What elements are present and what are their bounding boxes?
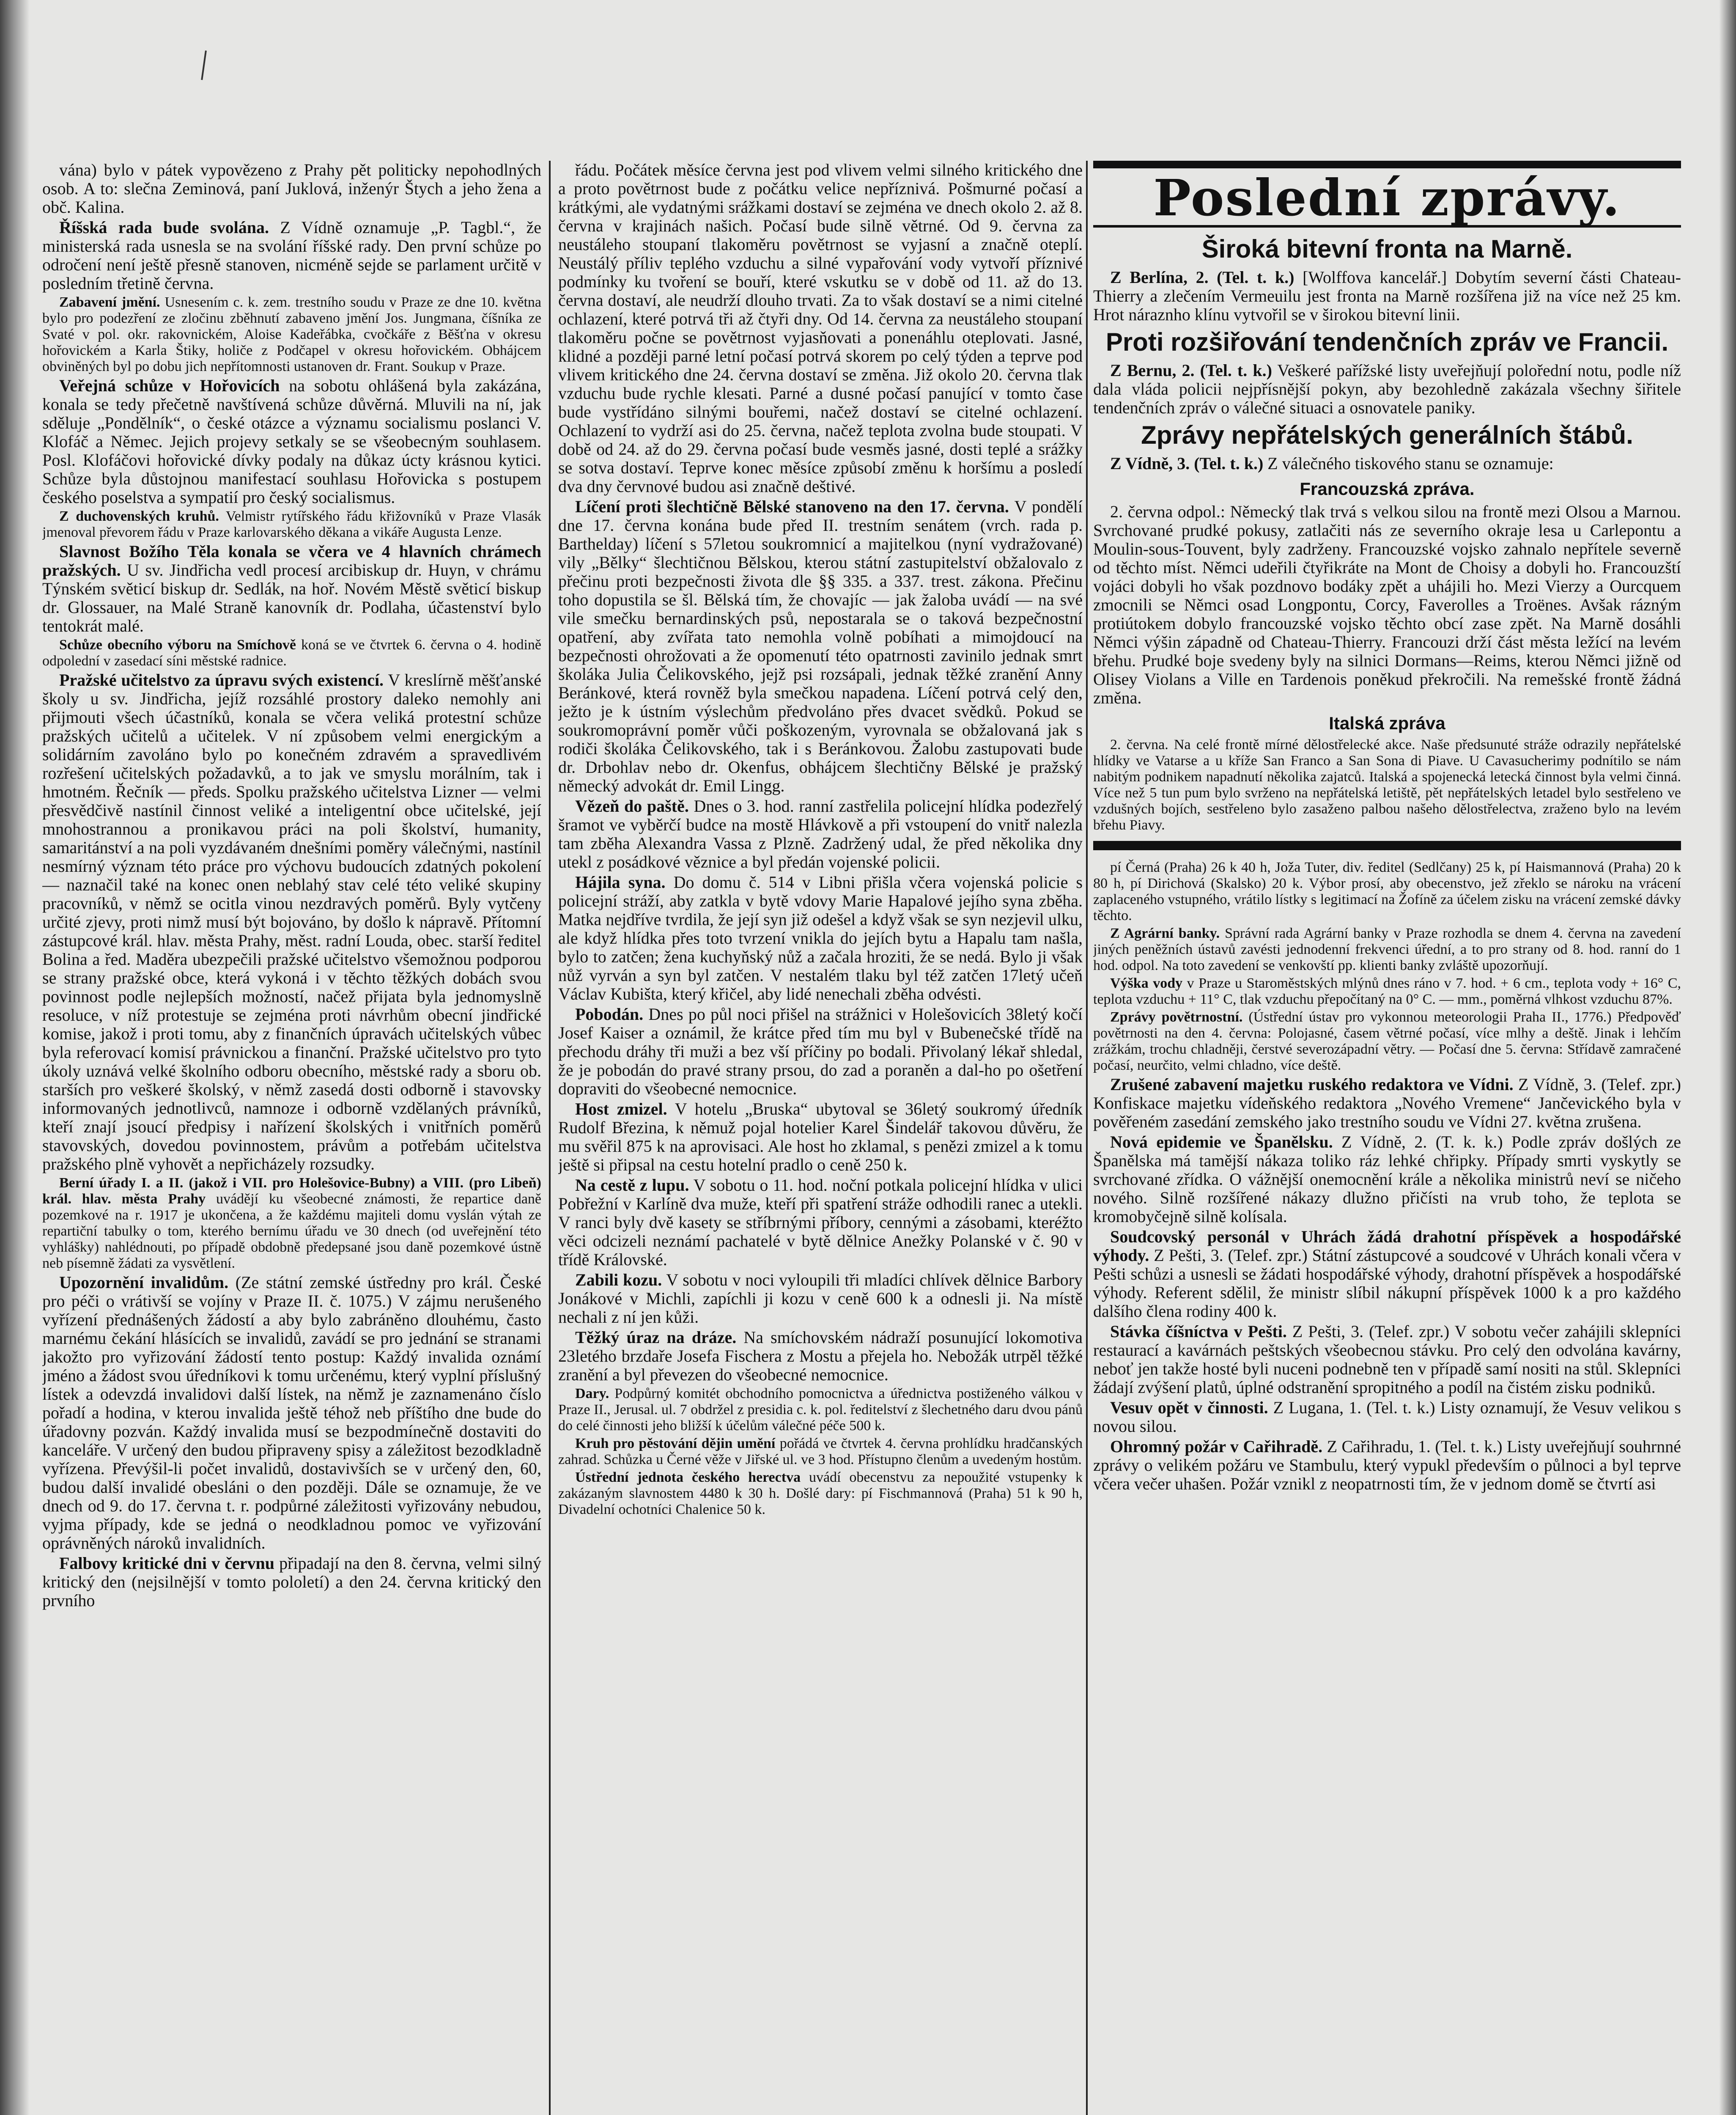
article-paragraph: pí Černá (Praha) 26 k 40 h, Joža Tuter, div. ředitel (Sedlčany) 25 k, pí Haismannová (Praha) 20 k 80 h, pí Dirichová (Skalsko) 20 k. Výbor prosí, aby obecenstvo, jež zřeklo se nároku na vrácení zaplaceného vstupného, vrátilo lístky s legitimací na Žofíně za účelem zisku na vrácení zemské dávky těchto. <box>1093 860 1681 923</box>
article-lead: Vesuv opět v činnosti. <box>1110 1398 1268 1417</box>
article-lead: Vězeň do paště. <box>575 797 689 816</box>
article-paragraph <box>42 508 541 541</box>
article-text: V sobotu o 11. hod. noční potkala policejní hlídka v ulici Pobřežní v Karlíně dva muže, kteří při spatření stráže odhodili ranec a utekli. V ranci byly dvě kasety se stříbrnými příbory, cennými a zásobami, kteréžto věci odcizeli neznámí pachatelé v bytě dělnice Anežky Polanské v č. 90 v třídě Královské. <box>558 1176 1083 1269</box>
article-text: V sobotu v noci vyloupili tři mladíci chlívek dělnice Barbory Jonákové v Michli, zapíchli ji kozu v ceně 600 k a odnesli ji. Na místě nechali z ní jen kůži. <box>558 1270 1083 1327</box>
article-lead: Kruh pro pěstování dějin umění <box>575 1436 776 1451</box>
page-edge-shadow-left <box>0 0 30 2115</box>
article-text: Z Vídně, 3. (Telef. zpr.) Konfiskace majetku vídeňského redaktora „Nového Vremene“ Jančevického byla v pověřeném zasedání zemského jako trestního soudu ve Vídni 27. května zrušena. <box>1093 1075 1681 1131</box>
article-lead: Slavnost Božího Těla konala se včera ve 4 hlavních chrámech pražských. <box>42 542 541 580</box>
article-paragraph <box>1093 926 1681 974</box>
article-text: Dnes o 3. hod. ranní zastřelila policejní hlídka podezřelý šramot ve vyběrčí budce na mostě Hlávkově a při vstoupení do vnitř nalezla tam zběha Alexandra Vassa z Plzně. Zadržený udal, že před několika dny utekl z posádkové věznice a byl předán vojenské policii. <box>558 797 1083 871</box>
article-text: Z Lugana, 1. (Tel. t. k.) Listy oznamují, že Vesuv velikou s novou silou. <box>1093 1398 1681 1436</box>
article-lead: Falbovy kritické dni v červnu <box>59 1554 274 1573</box>
article-text: U sv. Jindřicha vedl procesí arcibiskup dr. Huyn, v chrámu Týnském světicí biskup dr. Sedlák, na hoř. Novém Městě světicí biskup dr. Glossauer, na Malé Straně kanovník dr. Podlaha, účastenství bylo tentokrát malé. <box>42 560 541 635</box>
news-headline: Široká bitevní fronta na Marně. <box>1201 235 1573 263</box>
article-lead: Zabili kozu. <box>575 1270 662 1289</box>
article-lead: Ústřední jednota českého herectva <box>575 1470 801 1485</box>
article-paragraph <box>558 497 1083 795</box>
article-paragraph <box>42 1554 541 1610</box>
article-text: Na smíchovském nádraží posunující lokomotiva 23letého brzdaře Josefa Fischera z Mostu a přejela ho. Nebožák utrpěl těžké zranění a byl převezen do všeobecné nemocnice. <box>558 1328 1083 1384</box>
column-rule <box>1086 161 1088 2115</box>
article-text: Podpůrný komitét obchodního pomocnictva a úřednictva postiženého válkou v Praze II., Jerusal. ul. 7 obdržel z presidia c. k. pol. ředitelství z šlechetného daru dvou pánů do celé činnosti jeho bližší k účelům válečné péče 500 k. <box>558 1386 1083 1434</box>
article-lead: Upozornění invalidům. <box>59 1273 229 1292</box>
column-1 <box>42 161 541 2115</box>
article-paragraph <box>558 1271 1083 1327</box>
article-text: Z Vídně, 2. (T. k. k.) Podle zpráv došlých ze Španělska má tamější nákaza toliko ráz lehké chřipky. Případy smrti vyskytly se svrchované zřídka. O vážnější onemocnění krále a několika ministrů neví se ničeho nového. Silně rozšířené nákazy dlužno přičísti na vrub toho, že teplota se kromobyčejně silně kolísala. <box>1093 1132 1681 1226</box>
section-title: Poslední zprávy. <box>1153 168 1621 227</box>
article-paragraph <box>558 1436 1083 1468</box>
article-paragraph <box>42 294 541 375</box>
article-text: na sobotu ohlášená byla zakázána, konala se tedy přečetně navštívená schůze důvěrná. Mluvili na ní, jak sděluje „Pondělník“, o české otázce a významu socialismu poslanci V. Klofáč a Němec. Jejich projevy setkaly se se všeobecným souhlasem. Posl. Klofáčovi hořovické dívky podaly na důkaz úcty krásnou kytici. Schůze byla důstojnou manifestací souhlasu Hořovicka s postupem českého poselstva a sympatií pro český socialismus. <box>42 376 541 507</box>
article-lead: Těžký úraz na dráze. <box>575 1328 737 1347</box>
article-text: koná se ve čtvrtek 6. června o 4. hodině odpolední v zasedací síni městské radnice. <box>42 637 541 669</box>
article-lead: Na cestě z lupu. <box>575 1176 689 1195</box>
section-divider <box>1093 841 1681 850</box>
article-paragraph <box>1093 1437 1681 1493</box>
article-lead: Líčení proti šlechtičně Bělské stanoveno na den 17. června. <box>575 497 1009 516</box>
article-paragraph <box>42 218 541 293</box>
article-lead: Pobodán. <box>575 1005 644 1024</box>
article-paragraph <box>558 1386 1083 1434</box>
article-lead: Stávka číšníctva v Pešti. <box>1110 1322 1287 1341</box>
article-paragraph: 2. června. Na celé frontě mírné dělostřelecké akce. Naše předsunuté stráže odrazily nepřátelské hlídky ve Vatarse a u kříže San Franco a San Sona di Piave. U Cavasucherimy podnítilo se nám nabitým podnikem napadnutí několika zajatců. Italská a spojenecká letecká činnost byla velmi činná. Více než 5 tun pum bylo svrženo na nepřátelská letiště, pět nepřátelských letadel bylo sestřeleno ve vzdušných bojích, sestřeleno bylo zasaženo palbou našeho dělostřelectva, zraženo bylo na levém břehu Piavy. <box>1093 737 1681 833</box>
article-text: V hotelu „Bruska“ ubytoval se 36letý soukromý úředník Rudolf Březina, k němuž pojal hotelier Karel Šindelář takovou důvěru, že mu svěřil 875 k na aprovisaci. Ale host ho zklamal, s penězi zmizel a k tomu ještě si připsal na cestu hotelní pradlo o ceně 250 k. <box>558 1099 1083 1174</box>
article-paragraph <box>1093 454 1681 473</box>
section-subhead: Italská zpráva <box>1329 713 1445 733</box>
article-text: uvádí obecenstvu za nepoužité vstupenky k zakázaným slavnostem 4480 k 30 h. Došlé dary: pí Fischmannová (Praha) 51 k 90 h, Divadelní ochotníci Chalenice 50 k. <box>558 1470 1083 1517</box>
article-text: V kreslírně měšťanské školy u sv. Jindřicha, jejíž rozsáhlé prostory daleko nemohly ani přijmouti všech účastníků, konala se včera veliká protestní schůze pražských učitelů a učitelek. V ní způsobem velmi energickým a solidárním zavoláno bylo po konečném zdravém a spravedlivém rozřešení učitelských požadavků, a to jak ve smyslu morálním, tak i hmotném. Řečník — předs. Spolku pražského učitelstva Lizner — velmi přesvědčivě nastínil činnost veliké a inteligentní obce učitelské, její mnohostrannou a pronikavou práci na poli školství, humanity, samaritánství a na poli vyzdávaném dnešními poměry válečnými, nastínil nesmírný význam této práce pro výchovu budoucích zdatných pokolení — naznačil také na konec onen neblahý stav celé této veliké skupiny pracovníků, v němž se ocitla vinou nezdravých poměrů. Byly vytčeny určité zjevy, proti nimž musí být bojováno, by došlo k nápravě. Přítomní zástupcové král. hlav. města Prahy, měst. radní Louda, obec. starší ředitel Bolina a řed. Maděra ubezpečili pražské učitelstvo všemožnou podporou se strany pražské obce, která vykoná i v těchto těžkých dobách svou povinnost podle nejlepších možností, načež přijata byla jednomyslně resoluce, v níž protestuje se zejména proti návrhům obecní jindřické komise, jakož i proti tomu, aby z finančních úpravách učitelských vůbec byla referovací komisí právnickou a finanční. Pražské učitelstvo pro tyto úkoly uznává velké školního odboru obecního, městské rady a sboru ob. starších pro veškeré školský, v němž zasedá dosti odborně i stavovsky informovaných jednotlivců, namnoze i odborně vzdělaných právníků, kteří znají jsoucí předpisy i nařízení školských i vnitřních poměrů stavovských, dovedou povinnostem, právům a potřebám učitelstva pražského plně vyhovět a nepřicházely rozsudky. <box>42 670 541 1173</box>
article-text: v Praze u Staroměstských mlýnů dnes ráno v 7. hod. + 6 cm., teplota vody + 16° C, teplota vzduchu + 11° C, tlak vzduchu přepočítaný na 0° C. — mm., poměrná vlhkost vzduchu 87%. <box>1093 975 1681 1007</box>
article-lead: Berní úřady I. a II. (jakož i VII. pro Holešovice-Bubny) a VIII. (pro Libeň) král. hlav. města Prahy <box>42 1175 541 1207</box>
article-text: Velmistr rytířského řádu křižovníků v Praze Vlasák jmenoval převorem řádu v Praze karlovarského děkana a vikáře Augusta Lenze. <box>42 508 541 540</box>
article-lead: Schůze obecního výboru na Smíchově <box>59 637 296 653</box>
column-rule <box>549 161 551 2115</box>
news-headline: Proti rozšiřování tendenčních zpráv ve Francii. <box>1105 328 1669 356</box>
article-lead: Z duchovenských kruhů. <box>59 508 219 524</box>
article-lead: Z Berlína, 2. (Tel. t. k.) <box>1110 268 1294 287</box>
article-paragraph <box>42 1273 541 1552</box>
article-text: Z Cařihradu, 1. (Tel. t. k.) Listy uveřejňují souhrnné zprávy o velikém požáru ve Stambulu, který vypukl především o půlnoci a byl teprve včera večer uhašen. Požár vznikl z neopatrnosti tím, že v jednom domě se čtvrtí asi <box>1093 1437 1681 1493</box>
article-paragraph <box>558 1005 1083 1098</box>
column-2 <box>558 161 1083 2115</box>
article-text: Dnes po půl noci přišel na strážnici v Holešovicích 38letý kočí Josef Kaiser a oznámil, že krátce před tím mu byl v Bubenečské třídě na přechodu dráhy tři muži a bez vší příčiny po bodali. Přivolaný lékař shledal, že je pobodán do pravé strany prsou, do zad a poraněn a dal-ho po ošetření dopraviti do všeobecné nemocnice. <box>558 1005 1083 1098</box>
article-paragraph <box>1093 268 1681 324</box>
article-lead: Soudcovský personál v Uhrách žádá drahotní příspěvek a hospodářské výhody. <box>1093 1227 1681 1265</box>
article-text: [Wolffova kancelář.] Dobytím severní části Chateau-Thierry a zlečením Vermeuilu jest fronta na Marně rozšířena již na více než 25 km. Hrot náraznho klínu vytvořil se v širokou bitevní linii. <box>1093 268 1681 324</box>
article-text: Z Pešti, 3. (Telef. zpr.) V sobotu večer zahájili sklepníci restaurací a kavárnách peštských všeobecnou stávku. Pro celý den odvolána kavárny, neboť jen takže hosté byli nuceni podnebně ten v případě samí nositi na stůl. Sklepníci žádají zvýšení platů, úplné odstranění spropitného a podíl na čistém zisku podniků. <box>1093 1322 1681 1397</box>
article-paragraph <box>1093 1075 1681 1131</box>
article-text: Správní rada Agrární banky v Praze rozhodla se dnem 4. června na zavedení jiných peněžních ústavů zavésti jednodenní frekvenci úřední, a to pro strany od 8. hod. ranní do 1 hod. odpol. Na toto zavedení se venkovští pp. klienti banky zvláště upozorňují. <box>1093 926 1681 973</box>
article-lead: Nová epidemie ve Španělsku. <box>1110 1132 1333 1151</box>
news-headline: Zprávy nepřátelských generálních štábů. <box>1141 421 1633 449</box>
article-lead: Ohromný požár v Cařihradě. <box>1110 1437 1323 1456</box>
article-text: Z Pešti, 3. (Telef. zpr.) Státní zástupcové a soudcové v Uhrách konali včera v Pešti schůzi a usnesli se žádati hospodářské výhody, drahotní příspěvek a hospodářské výhody. Referent sdělil, že ministr slíbil nákupní příspěvek 1000 k a pro každého dalšího člena rodiny 400 k. <box>1093 1246 1681 1321</box>
article-paragraph <box>1093 1322 1681 1397</box>
article-text: Usnesením c. k. zem. trestního soudu v Praze ze dne 10. května bylo pro podezření ze zločinu zběhnutí zabaveno jmění Jos. Jungmana, číšníka ze Svaté v pol. okr. rakovnickém, Aloise Kadeřábka, cvočkáře z Běšťna v okresu hořovickém a Karla Štiky, holiče z Podčapel v okresu hořovickém. Obhájcem obviněných byl po dobu jich nepřítomnosti ustanoven dr. Frant. Soukup v Praze. <box>42 294 541 374</box>
article-paragraph <box>42 671 541 1173</box>
article-text: připadají na den 8. června, velmi silný kritický den (nejsilnější v tomto pololetí) a den 24. června kritický den prvního <box>42 1554 541 1610</box>
article-text: (Ústřední ústav pro vykonnou meteorologii Praha II., 1776.) Předpověď povětrnosti na den 4. června: Polojasné, časem větrné počasí, více mlhy a deště. Jinak i lehčím zrážkám, trochu chladněji, čerstvé severozápadní větry. — Počasí dne 5. června: Střídavě zamračené počasí, neurčito, velmi chladno, více deště. <box>1093 1009 1681 1073</box>
article-paragraph: 2. června odpol.: Německý tlak trvá s velkou silou na frontě mezi Olsou a Marnou. Svrchované prudké pokusy, zatlačiti nás ze severního okraje lesa u Carlepontu a Moulin-sous-Touvent, byly zadrženy. Francouzské vojsko zahnalo nepřítele severně od těchto míst. Němci udeřili čtyřikráte na Mont de Choisy a dobyli ho. Francouzští vojáci dobyli ho však pozdnovo bodáky zpět a uhájili ho. Mezi Vierzy a Ourcquem zmocnili se Němci osad Longpontu, Corcy, Faverolles a Troënes. Avšak rázným protiútokem dobylo francouzské vojsko těchto obcí zase zpět. Na Marně dosáhli Němci výšin západně od Chateau-Thierry. Francouzi drží část města ležící na levém břehu. Prudké boje svedeny byly na silnici Dormans—Reims, kterou Němci jižně od Olisey Violans a Ville en Tardenois poněkud překročili. Na remešské frontě žádná změna. <box>1093 502 1681 707</box>
article-text: Z Vídně oznamuje „P. Tagbl.“, že ministerská rada usnesla se na svolání říšské rady. Den první schůze po odročení není ještě přesně stanoven, nicméně sejde se parlament určitě v posledním třetině června. <box>42 218 541 293</box>
article-paragraph <box>1093 1398 1681 1436</box>
article-lead: Výška vody <box>1110 975 1183 991</box>
section-banner <box>1093 161 1681 228</box>
article-lead: Z Agrární banky. <box>1110 926 1220 941</box>
article-lead: Říšská rada bude svolána. <box>59 218 269 237</box>
article-text: pořádá ve čtvrtek 4. června prohlídku hradčanských zahrad. Schůzka u Černé věže v Jiřské ul. ve 3 hod. Přístupno členům a uvedeným hostům. <box>558 1436 1083 1467</box>
article-lead: Hájila syna. <box>575 873 666 892</box>
article-lead: Zabavení jmění. <box>59 294 160 310</box>
article-text: Z válečného tiskového stanu se oznamuje: <box>1267 454 1554 473</box>
article-paragraph <box>1093 361 1681 417</box>
article-paragraph <box>42 376 541 507</box>
article-paragraph <box>1093 1228 1681 1321</box>
article-lead: Z Bernu, 2. (Tel. t. k.) <box>1110 361 1272 380</box>
article-paragraph <box>558 1176 1083 1269</box>
column-3 <box>1093 161 1681 2115</box>
article-text: (Ze státní zemské ústředny pro král. České pro péči o vrátivší se vojíny v Praze II. č. 1075.) V zájmu nerušeného vyřízení přednášených žádostí a aby bylo zabráněno dlouhému, často marnému čekání hlásících se invalidů, zavádí se pro jednání se stranami jakožto pro vyřizování žádostí tento postup: Každý invalida oznámí jméno a žádost svou úředníkovi k tomu určenému, který vyplní příslušný lístek a odevzdá invalidovi další lístek, na němž je zaznamenáno číslo pořadí a hodina, v kterou invalida ještě téhož neb příštího dne bude do úřadovny pozván. Každý invalida musí se bezpodmínečně dostaviti do kanceláře. V určený den budou připraveny spisy a záležitost bezodkladně vyřízena. Převýšil-li počet invalidů, dostavivších se v určený den, 60, budou další invalidé obesláni o den později. Dále se oznamuje, že ve dnech od 9. do 17. června t. r. podpůrné záležitosti vyřizovány nebudou, vyjma případy, kde se jedná o neodkladnou pomoc ve vyřizování oprávněných nároků invalidních. <box>42 1273 541 1552</box>
page-edge-shadow-right <box>1719 0 1736 2115</box>
article-paragraph <box>558 1100 1083 1174</box>
article-paragraph <box>1093 975 1681 1008</box>
article-lead: Dary. <box>575 1386 609 1401</box>
article-lead: Zrušené zabavení majetku ruského redaktora ve Vídni. <box>1110 1075 1514 1094</box>
article-lead: Host zmizel. <box>575 1099 667 1118</box>
article-paragraph <box>1093 1009 1681 1074</box>
pencil-mark <box>201 50 211 80</box>
article-paragraph <box>42 542 541 635</box>
article-paragraph <box>42 637 541 669</box>
article-lead: Pražské učitelstvo za úpravu svých existencí. <box>59 670 384 689</box>
article-paragraph <box>558 1470 1083 1518</box>
article-lead: Zprávy povětrnostní. <box>1110 1009 1243 1025</box>
article-paragraph <box>558 1328 1083 1384</box>
article-lead: Z Vídně, 3. (Tel. t. k.) <box>1110 454 1264 473</box>
article-lead: Veřejná schůze v Hořovicích <box>59 376 280 395</box>
article-paragraph: řádu. Počátek měsíce června jest pod vlivem velmi silného kritického dne a proto povětrnost bude z počátku velice nepříznivá. Pošmurné počasí a krátkými, ale vydatnými srážkami dostaví se zejména ve dnech okolo 2. až 8. června v krajinách našich. Počasí bude silně větrné. Od 9. června za neustáleho stoupaní tlakoměru povětrnost se vyjasní a značně oteplí. Neustálý příliv teplého vzduchu a silné vypařování vody vytvoří příznivé podmínky ku tvoření se bouří, které vskutku se v době od 11. až do 13. června dostaví, ale neudrží dlouho trvati. Za to však dostaví se a nimi citelné ochlazení, které potrvá tři až čtyři dny. Od 14. června za neustáleho stoupaní tlakoměru počne se povětrnost vyjasňovati a ponenáhlu oteplovati. Jasné, klidné a později parné letní počasí potrvá skorem po celý týden a teprve pod vlivem kritického dne 24. června dostaví se změna. Již okolo 20. června tlak vzduchu bude rychle klesati. Parné a dusné počasí panující v tomto čase bude vystřídáno silnými bouřemi, načež dostaví se citelné ochlazení. Ochlazení to vydrží asi do 25. června, načež teplota zvolna bude stoupati. V době od 24. až do 29. června počasí bude vesměs jasné, dosti teplé a srážky se sotva dostaví. Teprve konec měsíce způsobí změnu k horšímu a posledí dva dny červnové budou asi značně deštivé. <box>558 161 1083 496</box>
article-paragraph <box>42 1175 541 1272</box>
article-text: uvádějí ku všeobecné známosti, že repartice daně pozemkové na r. 1917 je ukončena, a že každému majiteli domu vyslán výtah ze repartiční tabulky o tom, kterého bernímu úřadu ve 30 dnech (od uveřejnění této vyhlášky) nahlédnouti, po případě obdobně předepsané jsou daně pozemkové ústně neb písemně žádati za vysvětlení. <box>42 1191 541 1271</box>
article-text: Do domu č. 514 v Libni přišla včera vojenská policie s policejní stráží, aby zatkla v bytě vdovy Marie Hapalové jejího syna zběha. Matka nejdříve tvrdila, že její syn již odešel a když však se syn nezjevil ulku, ale když hlídka přes toto tvrzení vnikla do jejích bytu a Hapalu tam našla, bylo to zatčen; žena kuchyňský nůž a začala hroziti, že se nedá. Bylo ji však nůž vyrván a syn byl zatčen. V nestalém tlaku byl též zatčen 17letý učeň Václav Kubišta, který křičel, aby lidé nenechali zběha odvésti. <box>558 873 1083 1003</box>
article-paragraph <box>558 873 1083 1003</box>
section-subhead: Francouzská zpráva. <box>1300 479 1475 499</box>
article-text: V pondělí dne 17. června konána bude před II. trestním senátem (vrch. rada p. Barthelday) líčení s 57letou soukromnicí a majitelkou (nyní vydražované) vily „Bělky“ šlechtičnou Bělskou, kterou státní zastupitelství obžalovalo z přečinu proti bezpečnosti života dle §§ 335. a 337. trest. zákona. Přečinu toho dopustila se šl. Bělská tím, že chovajíc — jak žaloba uvádí — na své vile smečku bernardinských psů, nepostarala se o taková bezpečnostní opatření, aby zvířata tato nemohla volně pobíhati a mimojdoucí na bezpečnosti ohrožovati a že opomenutí této opatrnosti zavinilo jednak smrt školáka Julia Čelikovského, jejž psi rozsápali, jednak těžké zranění Anny Beránkové, která rovněž byla smečkou napadena. Líčení potrvá celý den, ježto je k ústním výslechům předvoláno přes dvacet svědků. Pokud se soukromoprávní poměr vůči poškozeným, vyrovnala se obžalovaná jak s rodiči školáka Čelikovského, tak i s Beránkovou. Žalobu zastupovati bude dr. Drbohlav nebo dr. Okenfus, obhájcem šlechtičny Bělské je pražský německý advokát dr. Emil Lingg. <box>558 497 1083 795</box>
article-text: Veškeré pařížské listy uveřejňují polořední notu, podle níž dala vláda policii nejpřísnější pokyn, aby bezohledně zakázala všechny šiřitele tendenčních zpráv o válečné situaci a osnovatele paniky. <box>1093 361 1681 417</box>
article-paragraph <box>558 797 1083 871</box>
article-paragraph <box>1093 1133 1681 1226</box>
article-paragraph: vána) bylo v pátek vypovězeno z Prahy pět politicky nepohodlných osob. A to: slečna Zeminová, paní Juklová, inženýr Štych a jeho žena a obč. Kalina. <box>42 161 541 217</box>
